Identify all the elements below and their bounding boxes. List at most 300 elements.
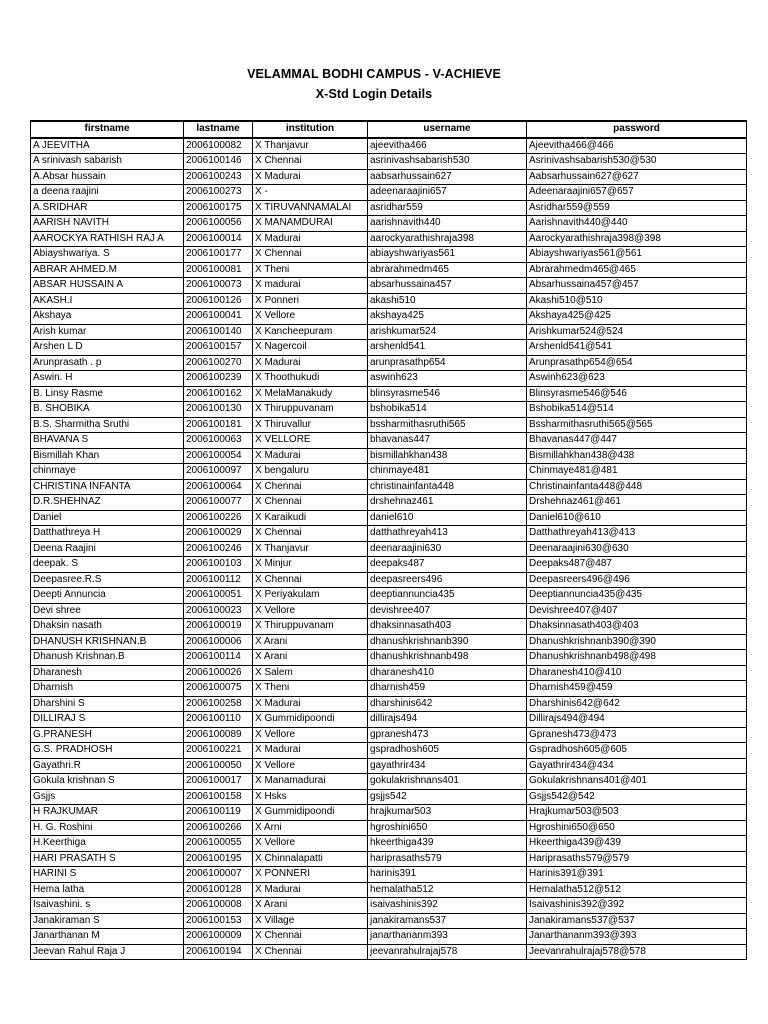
firstname-cell: deepak. S [31, 557, 184, 573]
password-cell: Bssharmithasruthi565@565 [527, 417, 747, 433]
firstname-cell: B. SHOBIKA [31, 402, 184, 418]
table-row [31, 650, 747, 666]
table-row [31, 944, 747, 960]
table-row [31, 464, 747, 480]
lastname-cell: 2006100041 [184, 309, 253, 325]
table-row [31, 588, 747, 604]
password-cell: Hrajkumar503@503 [527, 805, 747, 821]
password-cell: Aarishnavith440@440 [527, 216, 747, 232]
firstname-cell: DHANUSH KRISHNAN.B [31, 634, 184, 650]
username-cell: arishkumar524 [368, 324, 527, 340]
institution-cell: X madurai [253, 278, 368, 294]
firstname-cell: AAROCKYA RATHISH RAJ A [31, 231, 184, 247]
username-cell: isaivashinis392 [368, 898, 527, 914]
username-cell: deepasreers496 [368, 572, 527, 588]
table-row [31, 309, 747, 325]
institution-cell: X Chennai [253, 479, 368, 495]
lastname-cell: 2006100056 [184, 216, 253, 232]
table-header-row [31, 121, 747, 138]
lastname-cell: 2006100063 [184, 433, 253, 449]
lastname-cell: 2006100081 [184, 262, 253, 278]
password-cell: Bhavanas447@447 [527, 433, 747, 449]
lastname-cell: 2006100075 [184, 681, 253, 697]
username-cell: hemalatha512 [368, 882, 527, 898]
institution-cell: X Madurai [253, 169, 368, 185]
table-row [31, 665, 747, 681]
lastname-cell: 2006100130 [184, 402, 253, 418]
password-cell: Dhanushkrishnanb498@498 [527, 650, 747, 666]
lastname-cell: 2006100089 [184, 727, 253, 743]
column-header-lastname: lastname [184, 121, 253, 138]
table-row [31, 262, 747, 278]
firstname-cell: Deepasree.R.S [31, 572, 184, 588]
institution-cell: X TIRUVANNAMALAI [253, 200, 368, 216]
lastname-cell: 2006100103 [184, 557, 253, 573]
password-cell: Christinainfanta448@448 [527, 479, 747, 495]
institution-cell: X Village [253, 913, 368, 929]
password-cell: Aabsarhussain627@627 [527, 169, 747, 185]
firstname-cell: Gsjjs [31, 789, 184, 805]
password-cell: Asridhar559@559 [527, 200, 747, 216]
table-row [31, 138, 747, 154]
table-row [31, 402, 747, 418]
lastname-cell: 2006100097 [184, 464, 253, 480]
username-cell: bismillahkhan438 [368, 448, 527, 464]
firstname-cell: Dharanesh [31, 665, 184, 681]
table-row [31, 169, 747, 185]
username-cell: ajeevitha466 [368, 138, 527, 154]
firstname-cell: Daniel [31, 510, 184, 526]
username-cell: jeevanrahulrajaj578 [368, 944, 527, 960]
username-cell: bhavanas447 [368, 433, 527, 449]
lastname-cell: 2006100181 [184, 417, 253, 433]
table-row [31, 743, 747, 759]
password-cell: Gsjjs542@542 [527, 789, 747, 805]
lastname-cell: 2006100029 [184, 526, 253, 542]
table-row [31, 231, 747, 247]
firstname-cell: Dhaksin nasath [31, 619, 184, 635]
password-cell: Akshaya425@425 [527, 309, 747, 325]
institution-cell: X Manamadurai [253, 774, 368, 790]
institution-cell: X Chennai [253, 526, 368, 542]
username-cell: aarockyarathishraja398 [368, 231, 527, 247]
firstname-cell: Devi shree [31, 603, 184, 619]
lastname-cell: 2006100146 [184, 154, 253, 170]
username-cell: bshobika514 [368, 402, 527, 418]
username-cell: gspradhosh605 [368, 743, 527, 759]
institution-cell: X Arani [253, 898, 368, 914]
password-cell: Adeenaraajini657@657 [527, 185, 747, 201]
table-row [31, 758, 747, 774]
lastname-cell: 2006100054 [184, 448, 253, 464]
firstname-cell: G.S. PRADHOSH [31, 743, 184, 759]
password-cell: Gokulakrishnans401@401 [527, 774, 747, 790]
password-cell: Janarthananm393@393 [527, 929, 747, 945]
lastname-cell: 2006100009 [184, 929, 253, 945]
firstname-cell: Deena Raajini [31, 541, 184, 557]
institution-cell: X Periyakulam [253, 588, 368, 604]
institution-cell: X Theni [253, 681, 368, 697]
password-cell: Hemalatha512@512 [527, 882, 747, 898]
firstname-cell: B.S. Sharmitha Sruthi [31, 417, 184, 433]
table-row [31, 386, 747, 402]
institution-cell: X Hsks [253, 789, 368, 805]
lastname-cell: 2006100243 [184, 169, 253, 185]
table-row [31, 898, 747, 914]
table-row [31, 433, 747, 449]
password-cell: Dharanesh410@410 [527, 665, 747, 681]
firstname-cell: D.R.SHEHNAZ [31, 495, 184, 511]
table-row [31, 913, 747, 929]
password-cell: Dharnish459@459 [527, 681, 747, 697]
firstname-cell: ABSAR HUSSAIN A [31, 278, 184, 294]
table-row [31, 371, 747, 387]
firstname-cell: H RAJKUMAR [31, 805, 184, 821]
password-cell: Dhaksinnasath403@403 [527, 619, 747, 635]
lastname-cell: 2006100114 [184, 650, 253, 666]
username-cell: dillirajs494 [368, 712, 527, 728]
institution-cell: X MelaManakudy [253, 386, 368, 402]
lastname-cell: 2006100270 [184, 355, 253, 371]
table-row [31, 820, 747, 836]
institution-cell: X Chinnalapatti [253, 851, 368, 867]
table-row [31, 278, 747, 294]
firstname-cell: Isaivashini. s [31, 898, 184, 914]
firstname-cell: H.Keerthiga [31, 836, 184, 852]
lastname-cell: 2006100051 [184, 588, 253, 604]
password-cell: Dhanushkrishnanb390@390 [527, 634, 747, 650]
username-cell: gsjjs542 [368, 789, 527, 805]
firstname-cell: a deena raajini [31, 185, 184, 201]
table-row [31, 867, 747, 883]
table-row [31, 619, 747, 635]
lastname-cell: 2006100119 [184, 805, 253, 821]
firstname-cell: Deepti Annuncia [31, 588, 184, 604]
lastname-cell: 2006100014 [184, 231, 253, 247]
table-row [31, 247, 747, 263]
table-row [31, 712, 747, 728]
lastname-cell: 2006100077 [184, 495, 253, 511]
institution-cell: X Thiruppuvanam [253, 402, 368, 418]
institution-cell: X Theni [253, 262, 368, 278]
firstname-cell: Arshen L D [31, 340, 184, 356]
firstname-cell: Arunprasath . p [31, 355, 184, 371]
username-cell: akshaya425 [368, 309, 527, 325]
institution-cell: X Chennai [253, 929, 368, 945]
table-row [31, 510, 747, 526]
institution-cell: X Nagercoil [253, 340, 368, 356]
table-row [31, 634, 747, 650]
username-cell: hariprasaths579 [368, 851, 527, 867]
table-row [31, 929, 747, 945]
password-cell: Bshobika514@514 [527, 402, 747, 418]
institution-cell: X MANAMDURAI [253, 216, 368, 232]
password-cell: Devishree407@407 [527, 603, 747, 619]
institution-cell: X Thanjavur [253, 138, 368, 154]
institution-cell: X Salem [253, 665, 368, 681]
username-cell: chinmaye481 [368, 464, 527, 480]
username-cell: drshehnaz461 [368, 495, 527, 511]
institution-cell: X Vellore [253, 836, 368, 852]
username-cell: bssharmithasruthi565 [368, 417, 527, 433]
firstname-cell: ABRAR AHMED.M [31, 262, 184, 278]
institution-cell: X Chennai [253, 247, 368, 263]
institution-cell: X Arani [253, 634, 368, 650]
institution-cell: X Ponneri [253, 293, 368, 309]
firstname-cell: A.SRIDHAR [31, 200, 184, 216]
column-header-institution: institution [253, 121, 368, 138]
password-cell: Gayathrir434@434 [527, 758, 747, 774]
password-cell: Arunprasathp654@654 [527, 355, 747, 371]
password-cell: Abiayshwariyas561@561 [527, 247, 747, 263]
username-cell: blinsyrasme546 [368, 386, 527, 402]
username-cell: gayathrir434 [368, 758, 527, 774]
firstname-cell: H. G. Roshini [31, 820, 184, 836]
username-cell: deepaks487 [368, 557, 527, 573]
password-cell: Jeevanrahulrajaj578@578 [527, 944, 747, 960]
institution-cell: X Vellore [253, 309, 368, 325]
firstname-cell: Arish kumar [31, 324, 184, 340]
username-cell: aabsarhussain627 [368, 169, 527, 185]
table-row [31, 526, 747, 542]
password-cell: Absarhussaina457@457 [527, 278, 747, 294]
password-cell: Dillirajs494@494 [527, 712, 747, 728]
table-row [31, 774, 747, 790]
column-header-username: username [368, 121, 527, 138]
institution-cell: X bengaluru [253, 464, 368, 480]
password-cell: Janakiramans537@537 [527, 913, 747, 929]
lastname-cell: 2006100266 [184, 820, 253, 836]
password-cell: Deenaraajini630@630 [527, 541, 747, 557]
lastname-cell: 2006100082 [184, 138, 253, 154]
table-row [31, 216, 747, 232]
institution-cell: X Madurai [253, 696, 368, 712]
firstname-cell: Hema latha [31, 882, 184, 898]
password-cell: Ajeevitha466@466 [527, 138, 747, 154]
firstname-cell: Datthathreya H [31, 526, 184, 542]
table-row [31, 355, 747, 371]
institution-cell: X Vellore [253, 727, 368, 743]
username-cell: abrarahmedm465 [368, 262, 527, 278]
institution-cell: X Minjur [253, 557, 368, 573]
lastname-cell: 2006100126 [184, 293, 253, 309]
lastname-cell: 2006100019 [184, 619, 253, 635]
column-header-password: password [527, 121, 747, 138]
institution-cell: X Madurai [253, 231, 368, 247]
institution-cell: X Thanjavur [253, 541, 368, 557]
institution-cell: X Chennai [253, 572, 368, 588]
username-cell: daniel610 [368, 510, 527, 526]
table-row [31, 200, 747, 216]
username-cell: devishree407 [368, 603, 527, 619]
lastname-cell: 2006100194 [184, 944, 253, 960]
username-cell: akashi510 [368, 293, 527, 309]
username-cell: hgroshini650 [368, 820, 527, 836]
password-cell: Chinmaye481@481 [527, 464, 747, 480]
table-row [31, 882, 747, 898]
lastname-cell: 2006100246 [184, 541, 253, 557]
table-row [31, 805, 747, 821]
table-row [31, 557, 747, 573]
firstname-cell: Gayathri.R [31, 758, 184, 774]
password-cell: Arishkumar524@524 [527, 324, 747, 340]
username-cell: arunprasathp654 [368, 355, 527, 371]
table-row [31, 154, 747, 170]
table-row [31, 293, 747, 309]
password-cell: Harinis391@391 [527, 867, 747, 883]
username-cell: hrajkumar503 [368, 805, 527, 821]
firstname-cell: Dharnish [31, 681, 184, 697]
table-row [31, 696, 747, 712]
username-cell: deeptiannuncia435 [368, 588, 527, 604]
username-cell: datthathreyah413 [368, 526, 527, 542]
firstname-cell: Jeevan Rahul Raja J [31, 944, 184, 960]
table-row [31, 572, 747, 588]
username-cell: janakiramans537 [368, 913, 527, 929]
firstname-cell: Dhanush Krishnan.B [31, 650, 184, 666]
institution-cell: X Arani [253, 650, 368, 666]
password-cell: Deeptiannuncia435@435 [527, 588, 747, 604]
password-cell: Daniel610@610 [527, 510, 747, 526]
username-cell: aarishnavith440 [368, 216, 527, 232]
document-title: VELAMMAL BODHI CAMPUS - V-ACHIEVE [247, 67, 501, 81]
institution-cell: X Madurai [253, 882, 368, 898]
institution-cell: X Karaikudi [253, 510, 368, 526]
username-cell: deenaraajini630 [368, 541, 527, 557]
username-cell: arshenld541 [368, 340, 527, 356]
lastname-cell: 2006100055 [184, 836, 253, 852]
table-row [31, 495, 747, 511]
username-cell: asridhar559 [368, 200, 527, 216]
table-row [31, 789, 747, 805]
username-cell: christinainfanta448 [368, 479, 527, 495]
table-row [31, 448, 747, 464]
password-cell: Aswinh623@623 [527, 371, 747, 387]
institution-cell: X Gummidipoondi [253, 805, 368, 821]
table-row [31, 851, 747, 867]
lastname-cell: 2006100239 [184, 371, 253, 387]
lastname-cell: 2006100023 [184, 603, 253, 619]
username-cell: dhanushkrishnanb390 [368, 634, 527, 650]
password-cell: Asrinivashsabarish530@530 [527, 154, 747, 170]
username-cell: dharshinis642 [368, 696, 527, 712]
lastname-cell: 2006100026 [184, 665, 253, 681]
username-cell: gokulakrishnans401 [368, 774, 527, 790]
username-cell: hkeerthiga439 [368, 836, 527, 852]
lastname-cell: 2006100175 [184, 200, 253, 216]
username-cell: aswinh623 [368, 371, 527, 387]
lastname-cell: 2006100110 [184, 712, 253, 728]
lastname-cell: 2006100007 [184, 867, 253, 883]
username-cell: gpranesh473 [368, 727, 527, 743]
lastname-cell: 2006100112 [184, 572, 253, 588]
table-row [31, 603, 747, 619]
firstname-cell: B. Linsy Rasme [31, 386, 184, 402]
institution-cell: X Gummidipoondi [253, 712, 368, 728]
username-cell: absarhussaina457 [368, 278, 527, 294]
lastname-cell: 2006100162 [184, 386, 253, 402]
lastname-cell: 2006100226 [184, 510, 253, 526]
institution-cell: X Chennai [253, 154, 368, 170]
institution-cell: X PONNERI [253, 867, 368, 883]
firstname-cell: A.Absar hussain [31, 169, 184, 185]
firstname-cell: A JEEVITHA [31, 138, 184, 154]
institution-cell: X Chennai [253, 495, 368, 511]
lastname-cell: 2006100128 [184, 882, 253, 898]
institution-cell: X Madurai [253, 743, 368, 759]
password-cell: Hgroshini650@650 [527, 820, 747, 836]
firstname-cell: Janarthanan M [31, 929, 184, 945]
lastname-cell: 2006100017 [184, 774, 253, 790]
lastname-cell: 2006100157 [184, 340, 253, 356]
lastname-cell: 2006100064 [184, 479, 253, 495]
lastname-cell: 2006100050 [184, 758, 253, 774]
firstname-cell: chinmaye [31, 464, 184, 480]
password-cell: Abrarahmedm465@465 [527, 262, 747, 278]
firstname-cell: CHRISTINA INFANTA [31, 479, 184, 495]
institution-cell: X Vellore [253, 603, 368, 619]
username-cell: dhaksinnasath403 [368, 619, 527, 635]
firstname-cell: G.PRANESH [31, 727, 184, 743]
username-cell: dharnish459 [368, 681, 527, 697]
password-cell: Aarockyarathishraja398@398 [527, 231, 747, 247]
firstname-cell: A srinivash sabarish [31, 154, 184, 170]
institution-cell: X - [253, 185, 368, 201]
table-row [31, 541, 747, 557]
lastname-cell: 2006100158 [184, 789, 253, 805]
lastname-cell: 2006100258 [184, 696, 253, 712]
institution-cell: X Vellore [253, 758, 368, 774]
password-cell: Gpranesh473@473 [527, 727, 747, 743]
institution-cell: X Chennai [253, 944, 368, 960]
username-cell: dharanesh410 [368, 665, 527, 681]
table-row [31, 340, 747, 356]
table-row [31, 185, 747, 201]
firstname-cell: AKASH.I [31, 293, 184, 309]
firstname-cell: Bismillah Khan [31, 448, 184, 464]
institution-cell: X VELLORE [253, 433, 368, 449]
username-cell: abiayshwariyas561 [368, 247, 527, 263]
password-cell: Datthathreyah413@413 [527, 526, 747, 542]
institution-cell: X Thoothukudi [253, 371, 368, 387]
password-cell: Drshehnaz461@461 [527, 495, 747, 511]
table-row [31, 324, 747, 340]
institution-cell: X Kancheepuram [253, 324, 368, 340]
username-cell: dhanushkrishnanb498 [368, 650, 527, 666]
password-cell: Akashi510@510 [527, 293, 747, 309]
username-cell: janarthananm393 [368, 929, 527, 945]
lastname-cell: 2006100177 [184, 247, 253, 263]
institution-cell: X Thiruvallur [253, 417, 368, 433]
firstname-cell: Akshaya [31, 309, 184, 325]
password-cell: Blinsyrasme546@546 [527, 386, 747, 402]
table-row [31, 836, 747, 852]
lastname-cell: 2006100153 [184, 913, 253, 929]
firstname-cell: Aswin. H [31, 371, 184, 387]
username-cell: adeenaraajini657 [368, 185, 527, 201]
password-cell: Hkeerthiga439@439 [527, 836, 747, 852]
institution-cell: X Madurai [253, 448, 368, 464]
username-cell: asrinivashsabarish530 [368, 154, 527, 170]
firstname-cell: DILLIRAJ S [31, 712, 184, 728]
table-body [31, 138, 747, 960]
document-subtitle: X-Std Login Details [315, 87, 433, 101]
table-row [31, 727, 747, 743]
firstname-cell: Abiayshwariya. S [31, 247, 184, 263]
lastname-cell: 2006100140 [184, 324, 253, 340]
institution-cell: X Madurai [253, 355, 368, 371]
firstname-cell: AARISH NAVITH [31, 216, 184, 232]
